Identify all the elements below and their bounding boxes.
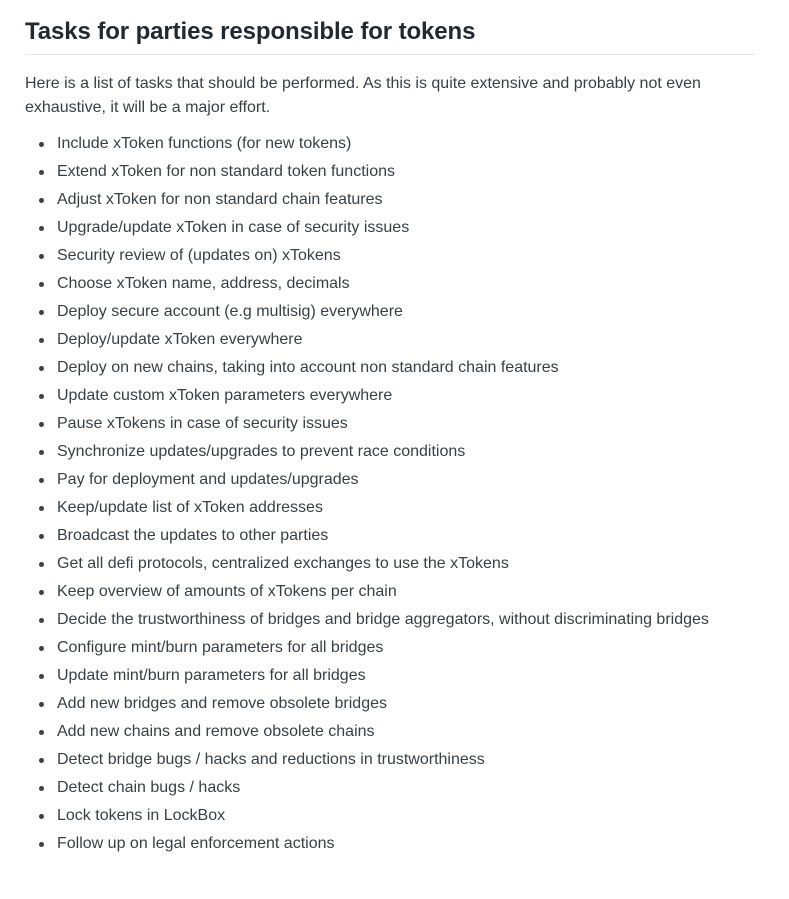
- list-item-text: Update mint/burn parameters for all bridges: [57, 667, 366, 684]
- bullet-icon: [39, 198, 44, 203]
- list-item: [25, 300, 757, 324]
- list-item: [25, 664, 757, 688]
- intro-paragraph: Here is a list of tasks that should be performed. As this is quite extensive and probably not even exhaustive, it will be a major effort.: [25, 75, 701, 116]
- list-item: [25, 552, 757, 576]
- list-item-text: Adjust xToken for non standard chain features: [57, 191, 383, 208]
- list-item-text: Keep/update list of xToken addresses: [57, 499, 323, 516]
- bullet-icon: [39, 450, 44, 455]
- bullet-icon: [39, 478, 44, 483]
- bullet-icon: [39, 562, 44, 567]
- list-item-text: Follow up on legal enforcement actions: [57, 835, 335, 852]
- bullet-icon: [39, 534, 44, 539]
- bullet-icon: [39, 282, 44, 287]
- list-item-text: Security review of (updates on) xTokens: [57, 247, 341, 264]
- list-item-text: Pay for deployment and updates/upgrades: [57, 471, 359, 488]
- section-heading: Tasks for parties responsible for tokens: [25, 17, 755, 55]
- list-item: [25, 608, 757, 632]
- bullet-icon: [39, 254, 44, 259]
- bullet-icon: [39, 366, 44, 371]
- list-item: [25, 328, 757, 352]
- bullet-icon: [39, 226, 44, 231]
- list-item-text: Decide the trustworthiness of bridges and bridge aggregators, without discriminating bridges: [57, 611, 709, 628]
- list-item: [25, 384, 757, 408]
- list-item-text: Upgrade/update xToken in case of security issues: [57, 219, 410, 236]
- list-item: [25, 496, 757, 520]
- list-item: [25, 804, 757, 828]
- list-item: [25, 636, 757, 660]
- list-item-text: Extend xToken for non standard token functions: [57, 163, 395, 180]
- bullet-icon: [39, 730, 44, 735]
- list-item-text: Pause xTokens in case of security issues: [57, 415, 348, 432]
- bullet-icon: [39, 590, 44, 595]
- bullet-icon: [39, 394, 44, 399]
- bullet-icon: [39, 786, 44, 791]
- bullet-icon: [39, 142, 44, 147]
- list-item-text: Lock tokens in LockBox: [57, 807, 226, 824]
- list-item: [25, 132, 757, 156]
- list-item-text: Choose xToken name, address, decimals: [57, 275, 350, 292]
- list-item-text: Add new chains and remove obsolete chains: [57, 723, 375, 740]
- list-item: [25, 692, 757, 716]
- list-item-text: Deploy on new chains, taking into account non standard chain features: [57, 359, 559, 376]
- list-item: [25, 244, 757, 268]
- list-item: [25, 272, 757, 296]
- list-item-text: Add new bridges and remove obsolete bridges: [57, 695, 387, 712]
- list-item-text: Synchronize updates/upgrades to prevent race conditions: [57, 443, 466, 460]
- bullet-icon: [39, 702, 44, 707]
- list-item: [25, 524, 757, 548]
- list-item: [25, 580, 757, 604]
- bullet-icon: [39, 338, 44, 343]
- bullet-icon: [39, 506, 44, 511]
- list-item: [25, 776, 757, 800]
- bullet-icon: [39, 310, 44, 315]
- list-item-text: Include xToken functions (for new tokens): [57, 135, 352, 152]
- list-item: [25, 412, 757, 436]
- bullet-icon: [39, 674, 44, 679]
- bullet-icon: [39, 758, 44, 763]
- list-item: [25, 356, 757, 380]
- bullet-icon: [39, 814, 44, 819]
- list-item-text: Keep overview of amounts of xTokens per chain: [57, 583, 397, 600]
- list-item: [25, 468, 757, 492]
- bullet-icon: [39, 842, 44, 847]
- bullet-icon: [39, 170, 44, 175]
- task-list: [25, 132, 756, 856]
- list-item-text: Deploy/update xToken everywhere: [57, 331, 303, 348]
- list-item-text: Broadcast the updates to other parties: [57, 527, 329, 544]
- list-item: [25, 832, 757, 856]
- list-item: [25, 160, 757, 184]
- list-item: [25, 440, 757, 464]
- list-item-text: Detect bridge bugs / hacks and reductions in trustworthiness: [57, 751, 485, 768]
- list-item-text: Deploy secure account (e.g multisig) everywhere: [57, 303, 403, 320]
- list-item: [25, 188, 757, 212]
- list-item-text: Detect chain bugs / hacks: [57, 779, 241, 796]
- list-item: [25, 748, 757, 772]
- list-item: [25, 216, 757, 240]
- list-item: [25, 720, 757, 744]
- list-item-text: Get all defi protocols, centralized exchanges to use the xTokens: [57, 555, 509, 572]
- list-item-text: Update custom xToken parameters everywhere: [57, 387, 393, 404]
- bullet-icon: [39, 422, 44, 427]
- bullet-icon: [39, 618, 44, 623]
- bullet-icon: [39, 646, 44, 651]
- list-item-text: Configure mint/burn parameters for all bridges: [57, 639, 384, 656]
